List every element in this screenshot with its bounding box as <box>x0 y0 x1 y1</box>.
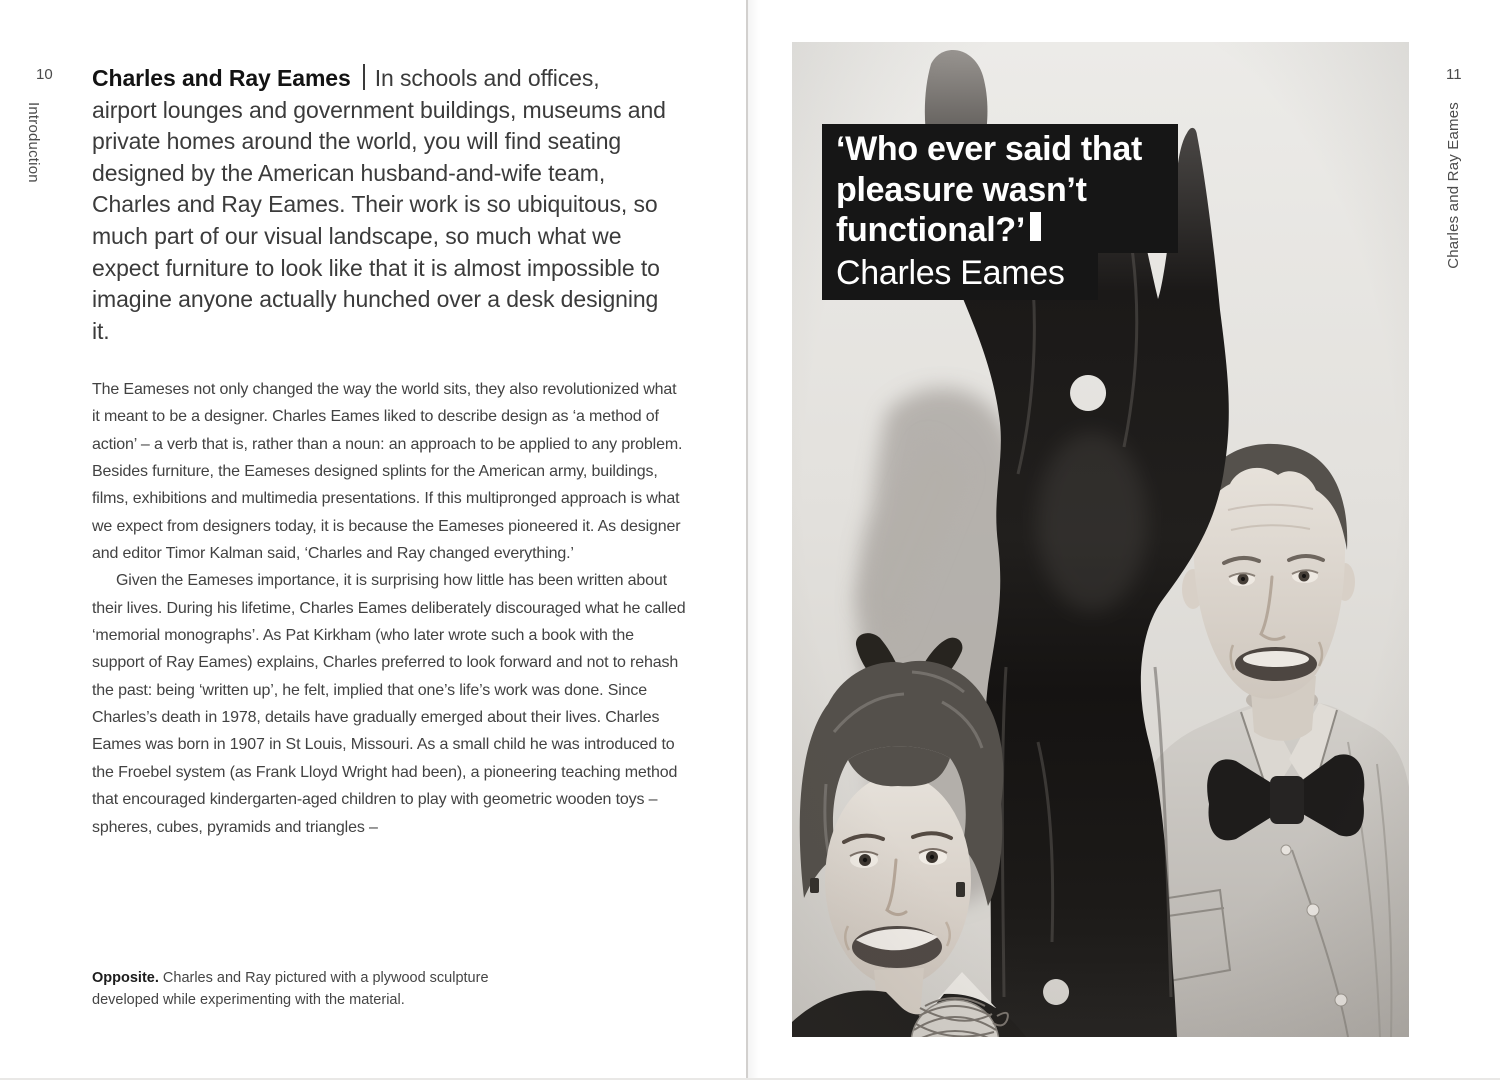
lead-paragraph <box>92 63 670 347</box>
body-paragraph-2: Given the Eameses importance, it is surprising how little has been written about their lives. During his lifetime, Charles Eames deliberately discouraged what he called ‘memorial monographs’. As Pat Kirkham (who later wrote such a book with the support of Ray Eames) explains, Charles preferred to look forward and not to rehash the past: being ‘written up’, he felt, implied that one’s life’s work was done. Since Charles’s death in 1978, details have gradually emerged about their lives. Charles Eames was born in 1907 in St Louis, Missouri. As a small child he was introduced to the Froebel system (as Frank Lloyd Wright had been), a pioneering teaching method that encouraged kindergarten-aged children to play with geometric wooden toys – spheres, cubes, pyramids and triangles – <box>92 572 686 836</box>
page-number-right: 11 <box>1446 66 1462 83</box>
quote-line-3: functional?’ <box>836 210 1178 251</box>
body-paragraph-1: The Eameses not only changed the way the world sits, they also revolutionized what it meant to be a designer. Charles Eames liked to describe design as ‘a method of action’ – a verb that is, rather than a noun: an approach to be applied to any problem. Besides furniture, the Eameses designed splints for the American army, buildings, films, exhibitions and multimedia presentations. If this multipronged approach is what we expect from designers today, it is because the Eameses pioneered it. As designer and editor Timor Kalman said, ‘Charles and Ray changed everything.’ <box>92 381 683 563</box>
body-text-column <box>92 376 686 841</box>
pull-quote-box <box>822 124 1178 253</box>
caption-label: Opposite. <box>92 970 159 986</box>
heading-divider-bar <box>363 64 365 90</box>
pull-quote <box>822 124 1178 300</box>
quote-attribution: Charles Eames <box>822 253 1098 300</box>
lead-text: In schools and offices, airport lounges and government buildings, museums and private homes around the world, you will find seating designed by the American husband-and-wife team, Charles and Ray Eames. Their work is so ubiquitous, so much part of our visual landscape, so much what we expect furniture to look like that it is almost impossible to imagine anyone actually hunched over a desk designing it. <box>92 65 666 344</box>
gutter-shadow <box>748 0 760 1080</box>
section-label-right: Charles and Ray Eames <box>1445 102 1462 269</box>
lead-heading: Charles and Ray Eames <box>92 65 351 91</box>
cursor-block <box>1030 212 1041 241</box>
quote-line-1: ‘Who ever said that <box>836 130 1143 168</box>
caption-text: Charles and Ray pictured with a plywood sculpture developed while experimenting with the material. <box>92 970 489 1008</box>
photo-caption <box>92 968 528 1011</box>
section-label-left: Introduction <box>25 102 42 183</box>
page-number-left: 10 <box>36 66 53 83</box>
quote-line-2: pleasure wasn’t <box>836 170 1087 209</box>
